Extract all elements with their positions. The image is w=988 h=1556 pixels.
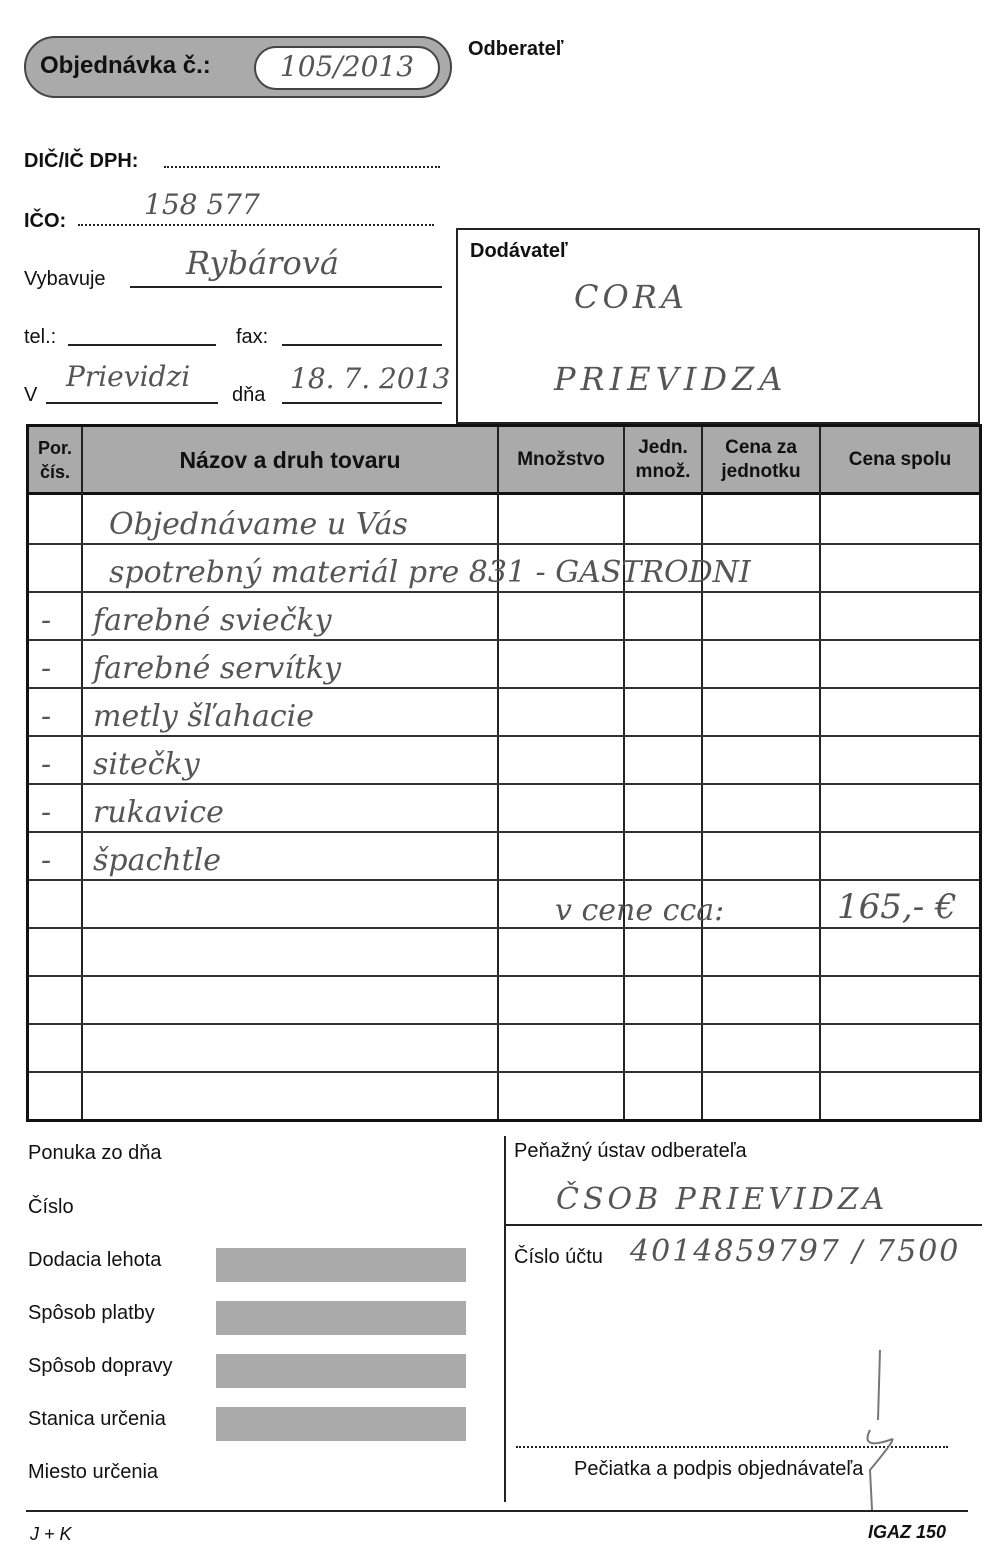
stamp-label: Pečiatka a podpis objednávateľa (574, 1458, 864, 1480)
supplier-label: Dodávateľ (470, 240, 568, 262)
vybavuje-line (130, 286, 442, 288)
doprava-field (216, 1354, 466, 1388)
col-divider (497, 427, 499, 1119)
bottom-divider (504, 1136, 506, 1502)
table-row-dash: - (41, 603, 52, 638)
items-table (26, 424, 982, 1122)
order-number: 105/2013 (279, 50, 415, 83)
row-divider (29, 1023, 979, 1025)
row-divider (29, 1071, 979, 1073)
row-divider (29, 927, 979, 929)
total-text: v cene cca: (555, 893, 725, 928)
account-label: Číslo účtu (514, 1246, 603, 1268)
fax-line (282, 344, 442, 346)
table-row-dash: - (41, 747, 52, 782)
vybavuje-label: Vybavuje (24, 268, 106, 290)
col-header-mnozstvo: Množstvo (517, 449, 605, 470)
footer-line (26, 1510, 968, 1512)
order-title: Objednávka č.: (40, 52, 211, 79)
tel-line (68, 344, 216, 346)
order-number-box (254, 46, 440, 90)
dic-line (164, 166, 440, 168)
dodacia-field (216, 1248, 466, 1282)
row-divider (29, 879, 979, 881)
row-divider (29, 783, 979, 785)
footer-left: J + K (30, 1524, 72, 1544)
table-row-text: farebné sviečky (93, 603, 332, 638)
col-divider (81, 427, 83, 1119)
platba-field (216, 1301, 466, 1335)
col-header-cena-jedn: Cena za jednotku (721, 437, 801, 482)
buyer-label: Odberateľ (468, 38, 564, 60)
row-divider (29, 687, 979, 689)
col-header-jedn: Jedn. množ. (635, 437, 691, 482)
table-row-text: Objednávame u Vás (109, 507, 408, 542)
stanica-field (216, 1407, 466, 1441)
table-row-text: špachtle (93, 843, 222, 878)
cislo-label: Číslo (28, 1196, 74, 1218)
dna-label: dňa (232, 384, 266, 406)
v-line (46, 402, 218, 404)
dodacia-label: Dodacia lehota (28, 1249, 162, 1271)
row-divider (29, 735, 979, 737)
ico-label: IČO: (24, 210, 67, 232)
stanica-label: Stanica určenia (28, 1408, 166, 1430)
bank-label: Peňažný ústav odberateľa (514, 1140, 747, 1162)
table-row-dash: - (41, 795, 52, 830)
ico-line (78, 224, 434, 226)
table-row-text: spotrebný materiál pre 831 - GASTRODNI (109, 555, 751, 590)
col-header-cena-spolu: Cena spolu (848, 449, 952, 470)
supplier-name: CORA (574, 278, 688, 316)
supplier-box (456, 228, 980, 424)
table-row-text: sitečky (93, 747, 200, 782)
col-header-nazov: Názov a druh tovaru (179, 447, 401, 473)
v-label: V (24, 384, 38, 406)
tel-label: tel.: (24, 326, 57, 348)
ico-value: 158 577 (144, 188, 260, 221)
row-divider (29, 831, 979, 833)
row-divider (29, 543, 979, 545)
table-row-dash: - (41, 651, 52, 686)
table-row-text: farebné servítky (93, 651, 342, 686)
col-divider (623, 427, 625, 1119)
v-value: Prievidzi (66, 360, 191, 393)
table-row-text: metly šľahacie (93, 699, 314, 734)
col-divider (701, 427, 703, 1119)
row-divider (29, 975, 979, 977)
supplier-city: PRIEVIDZA (554, 360, 788, 398)
table-row-dash: - (41, 699, 52, 734)
ponuka-label: Ponuka zo dňa (28, 1142, 162, 1164)
footer-right: IGAZ 150 (868, 1522, 947, 1542)
col-divider (819, 427, 821, 1119)
vybavuje-value: Rybárová (186, 244, 339, 282)
table-row-text: rukavice (93, 795, 224, 830)
fax-label: fax: (236, 326, 269, 348)
platba-label: Spôsob platby (28, 1302, 155, 1324)
total-value: 165,- € (837, 887, 957, 927)
col-header-por: Por. čís. (37, 438, 72, 482)
account-value: 4014859797 / 7500 (630, 1234, 961, 1269)
row-divider (29, 591, 979, 593)
table-header (29, 427, 979, 495)
dna-value: 18. 7. 2013 (290, 362, 451, 395)
doprava-label: Spôsob dopravy (28, 1355, 173, 1377)
dna-line (282, 402, 442, 404)
signature-mark (800, 1330, 920, 1520)
bank-value: ČSOB PRIEVIDZA (556, 1182, 889, 1217)
dic-label: DIČ/IČ DPH: (24, 150, 139, 172)
table-row-dash: - (41, 843, 52, 878)
order-title-pill (24, 36, 452, 98)
bank-line (506, 1224, 982, 1226)
miesto-label: Miesto určenia (28, 1461, 159, 1483)
row-divider (29, 639, 979, 641)
